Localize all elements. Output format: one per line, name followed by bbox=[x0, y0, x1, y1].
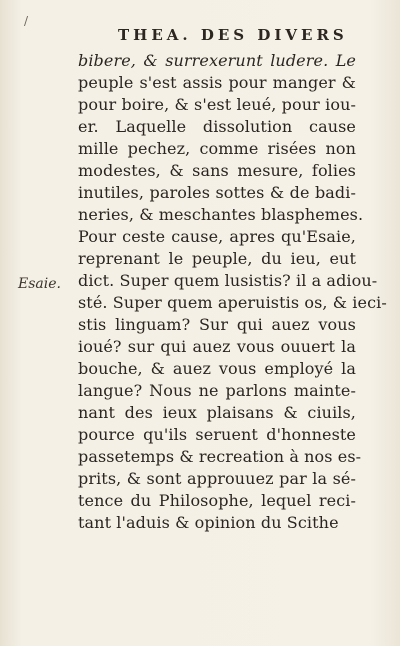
text-line: reprenant le peuple, du ieu, eut bbox=[78, 249, 356, 268]
text-line: pource qu'ils seruent d'honneste bbox=[78, 425, 356, 444]
text-line: dict. Super quem lusistis? il a adiou- bbox=[78, 271, 378, 290]
text-line: bibere, & surrexerunt ludere. Le bbox=[78, 51, 356, 70]
text-line: bouche, & auez vous employé la bbox=[78, 359, 356, 378]
text-line: stis linguam? Sur qui auez vous bbox=[78, 315, 356, 334]
text-line: inutiles, paroles sottes & de badi- bbox=[78, 183, 356, 202]
running-head: THEA. DES DIVERS bbox=[118, 26, 348, 44]
body-text bbox=[78, 50, 387, 534]
text-line: nant des ieux plaisans & ciuils, bbox=[78, 403, 356, 422]
text-line: passetemps & recreation à nos es- bbox=[78, 447, 362, 466]
text-line: pour boire, & s'est leué, pour iou- bbox=[78, 95, 356, 114]
text-line: er. Laquelle dissolution cause bbox=[78, 117, 356, 136]
margin-note: Esaie. bbox=[18, 276, 61, 292]
text-line: sté. Super quem aperuistis os, & ieci- bbox=[78, 293, 387, 312]
text-line: peuple s'est assis pour manger & bbox=[78, 73, 356, 92]
text-line: modestes, & sans mesure, folies bbox=[78, 161, 356, 180]
text-line: langue? Nous ne parlons mainte- bbox=[78, 381, 356, 400]
text-line: tant l'aduis & opinion du Scithe bbox=[78, 513, 339, 532]
text-line: neries, & meschantes blasphemes. bbox=[78, 205, 364, 224]
corner-mark: / bbox=[24, 14, 29, 28]
text-line: Pour ceste cause, apres qu'Esaie, bbox=[78, 227, 356, 246]
text-line: ioué? sur qui auez vous ouuert la bbox=[78, 337, 356, 356]
text-line: tence du Philosophe, lequel reci- bbox=[78, 491, 356, 510]
text-line: mille pechez, comme risées non bbox=[78, 139, 356, 158]
text-line: prits, & sont approuuez par la sé- bbox=[78, 469, 356, 488]
